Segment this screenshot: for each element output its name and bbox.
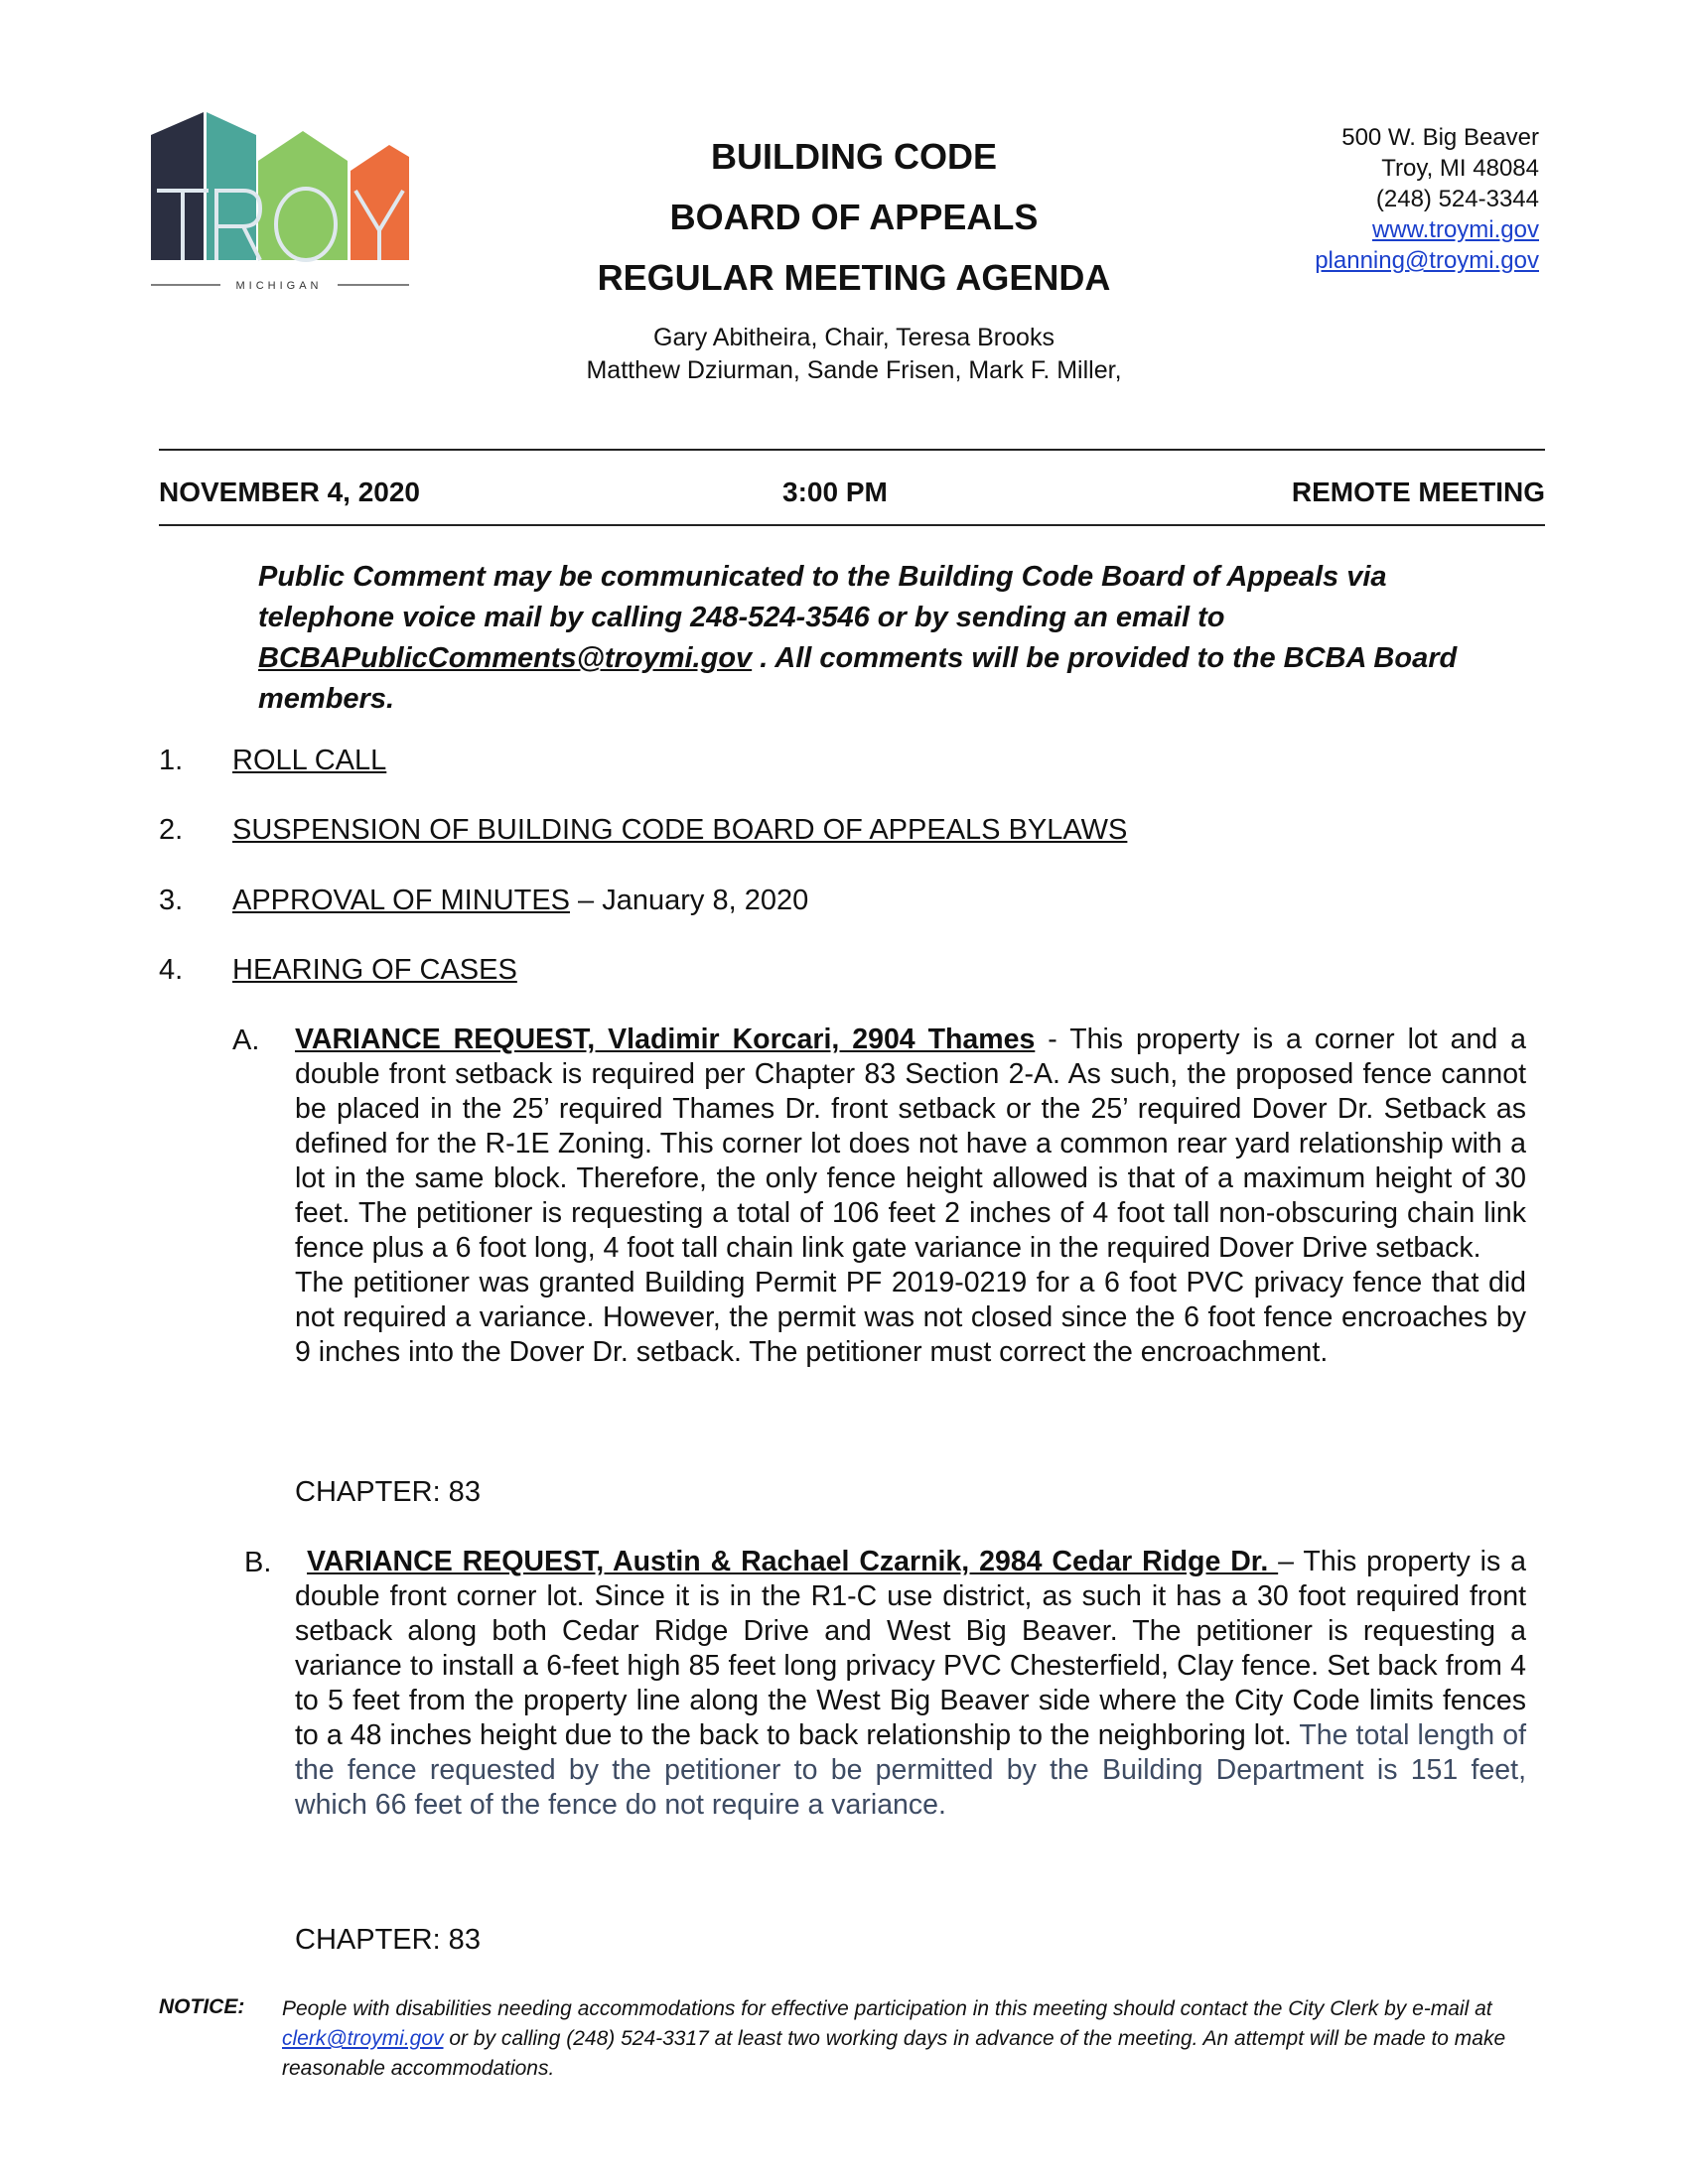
- agenda-item-roll-call: [232, 745, 386, 777]
- agenda-suffix: – January 8, 2020: [570, 885, 809, 916]
- case-a-chapter: CHAPTER: 83: [295, 1476, 481, 1508]
- case-a-description: [295, 1023, 1526, 1370]
- address-phone: (248) 524-3344: [1375, 186, 1539, 212]
- case-a-paragraph-2: The petitioner was granted Building Permit PF 2019-0219 for a 6 foot PVC privacy fence that did not required a variance. However, the permit was not closed since the 6 foot fence encroaches by 9 inches into the Dover Dr. setback. The petitioner must correct the encroachment.: [295, 1267, 1526, 1368]
- agenda-number: 1.: [159, 745, 184, 776]
- case-b-description: [295, 1545, 1526, 1823]
- public-comment-text-1: Public Comment may be communicated to the Building Code Board of Appeals via telephone voice mail by calling 248-524-3546 or by sending an email to: [258, 561, 1387, 633]
- case-b-paragraph-1: [295, 1545, 1526, 1823]
- address-city: Troy, MI 48084: [1381, 155, 1539, 182]
- title-line-2: BOARD OF APPEALS: [669, 197, 1039, 237]
- website-link[interactable]: www.troymi.gov: [1371, 216, 1539, 243]
- agenda-number: 2.: [159, 814, 184, 846]
- planning-email-link[interactable]: planning@troymi.gov: [1315, 247, 1539, 274]
- meeting-date: NOVEMBER 4, 2020: [159, 477, 420, 507]
- case-b-text-continued: The total length of the fence requested by the petitioner to be permitted by the Building Department is 151 feet, which 66 feet of the fence do not require a variance.: [295, 1719, 1527, 1821]
- meeting-type: REMOTE MEETING: [1291, 477, 1545, 507]
- agenda-item-approval-minutes: [232, 885, 808, 917]
- case-a-paragraph-1: [295, 1023, 1526, 1266]
- agenda-item-suspension-bylaws: [232, 814, 1127, 847]
- members-line-2: Matthew Dziurman, Sande Frisen, Mark F. Miller,: [586, 356, 1122, 384]
- clerk-email-link[interactable]: clerk@troymi.gov: [282, 2027, 444, 2050]
- address-street: 500 W. Big Beaver: [1341, 124, 1539, 151]
- notice-text-2: or by calling (248) 524-3317 at least two working days in advance of the meeting. An attempt will be made to make reasonable accommodations.: [282, 2027, 1506, 2080]
- accessibility-notice: [282, 1994, 1533, 2084]
- case-b-heading: VARIANCE REQUEST, Austin & Rachael Czarnik, 2984 Cedar Ridge Dr.: [307, 1546, 1279, 1577]
- title-line-1: BUILDING CODE: [711, 136, 997, 177]
- public-comment-text-2: . All comments will be provided to the BCBA Board members.: [258, 642, 1458, 715]
- members-line-1: Gary Abitheira, Chair, Teresa Brooks: [653, 324, 1055, 351]
- case-b-text: – This property is a double front corner lot. Since it is in the R1-C use district, as such it has a 30 foot required front setback along both Cedar Ridge Drive and West Big Beaver. The petitioner is requesting a variance to install a 6-feet high 85 feet long privacy PVC Chesterfield, Clay fence. Set back from 4 to 5 feet from the property line along the West Big Beaver side where the City Code limits fences to a 48 inches height due to the back to back relationship to the neighboring lot.: [295, 1546, 1526, 1751]
- case-a-heading: VARIANCE REQUEST, Vladimir Korcari, 2904 Thames: [295, 1024, 1036, 1055]
- agenda-item-hearing-cases: [232, 954, 517, 987]
- troy-michigan-logo: [149, 111, 417, 300]
- agenda-label: APPROVAL OF MINUTES: [232, 885, 570, 916]
- case-b-chapter: CHAPTER: 83: [295, 1924, 481, 1956]
- agenda-label: HEARING OF CASES: [232, 954, 517, 986]
- notice-label: NOTICE:: [159, 1995, 245, 2018]
- bottom-rule: [159, 524, 1545, 526]
- case-a-text: - This property is a corner lot and a double front setback is required per Chapter 83 Section 2-A. As such, the proposed fence cannot be placed in the 25’ required Thames Dr. front setback or the 25’ required Dover Dr. Setback as defined for the R-1E Zoning. This corner lot does not have a common rear yard relationship with a lot in the same block. Therefore, the only fence height allowed is that of a maximum height of 30 feet. The petitioner is requesting a total of 106 feet 2 inches of 4 foot tall non-obscuring chain link fence plus a 6 foot long, 4 foot tall chain link gate variance in the required Dover Drive setback.: [295, 1024, 1526, 1264]
- agenda-label: ROLL CALL: [232, 745, 387, 776]
- agenda-number: 3.: [159, 885, 184, 916]
- case-letter-b: B.: [244, 1547, 272, 1578]
- agenda-number: 4.: [159, 954, 184, 986]
- notice-text-1: People with disabilities needing accommodations for effective participation in this meeting should contact the City Clerk by e-mail at: [282, 1997, 1492, 2020]
- title-line-3: REGULAR MEETING AGENDA: [597, 257, 1111, 298]
- agenda-label: SUSPENSION OF BUILDING CODE BOARD OF APPEALS BYLAWS: [232, 814, 1128, 846]
- contact-address: [1315, 122, 1539, 276]
- public-comment-notice: [258, 557, 1529, 720]
- meeting-time: 3:00 PM: [782, 477, 888, 507]
- top-rule: [159, 449, 1545, 451]
- case-letter-a: A.: [232, 1024, 260, 1056]
- public-comment-email[interactable]: BCBAPublicComments@troymi.gov: [258, 642, 753, 674]
- logo-wordmark: MICHIGAN: [235, 280, 323, 292]
